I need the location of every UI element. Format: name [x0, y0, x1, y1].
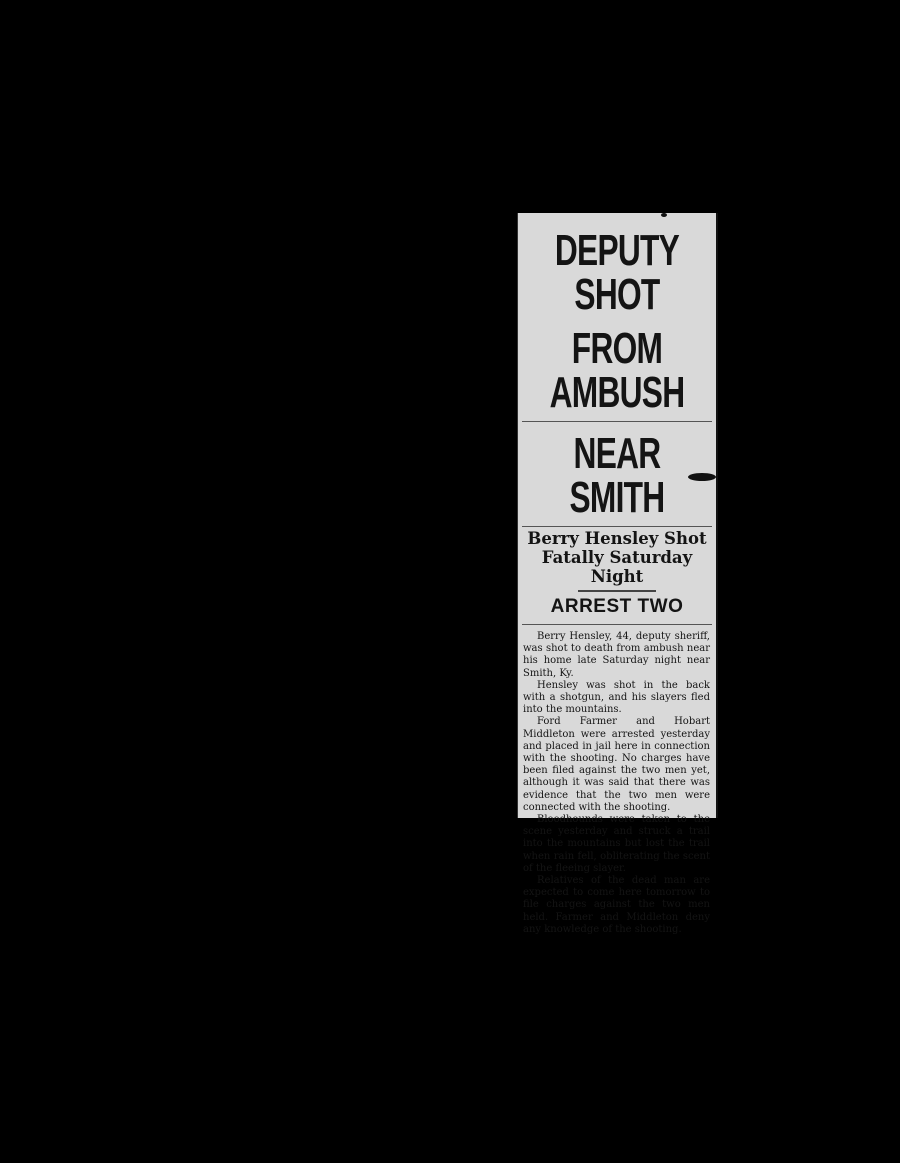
subhead-divider [578, 590, 656, 592]
article-paragraph: Ford Farmer and Hobart Middleton were arrested yesterday and placed in jail here in connection with the shooting. No charges have been filed against the two men yet, although it was said that there was evidence that the two men were connected with the shooting. [523, 716, 710, 813]
section-divider [522, 526, 712, 527]
article-body [518, 625, 716, 936]
ink-spot [688, 473, 716, 481]
article-paragraph: Berry Hensley, 44, deputy sheriff, was shot to death from ambush near his home late Saturday night near Smith, Ky. [523, 631, 710, 679]
headline-line-2: FROM AMBUSH [549, 324, 685, 417]
article-paragraph: Relatives of the dead man are expected to come here tomorrow to file charges against the two men held. Farmer and Middleton deny any knowledge of the shooting. [523, 875, 710, 935]
deck-heading: ARREST TWO [550, 596, 684, 617]
headline-line-3: NEAR SMITH [569, 429, 665, 522]
headline-divider [522, 421, 712, 422]
headline-line-1: DEPUTY SHOT [554, 226, 680, 319]
subheadline: Berry Hensley Shot Fatally Saturday Night [527, 529, 707, 586]
newspaper-clipping [517, 213, 718, 935]
article-paragraph: Hensley was shot in the back with a shotgun, and his slayers fled into the mountains. [523, 679, 710, 716]
ink-spot [661, 213, 667, 217]
article-paragraph: Bloodhounds were taken to the scene yesterday and struck a trail into the mountains but lost the trail when rain fell, obliterating the scent of the fleeing slayer. [523, 814, 710, 874]
